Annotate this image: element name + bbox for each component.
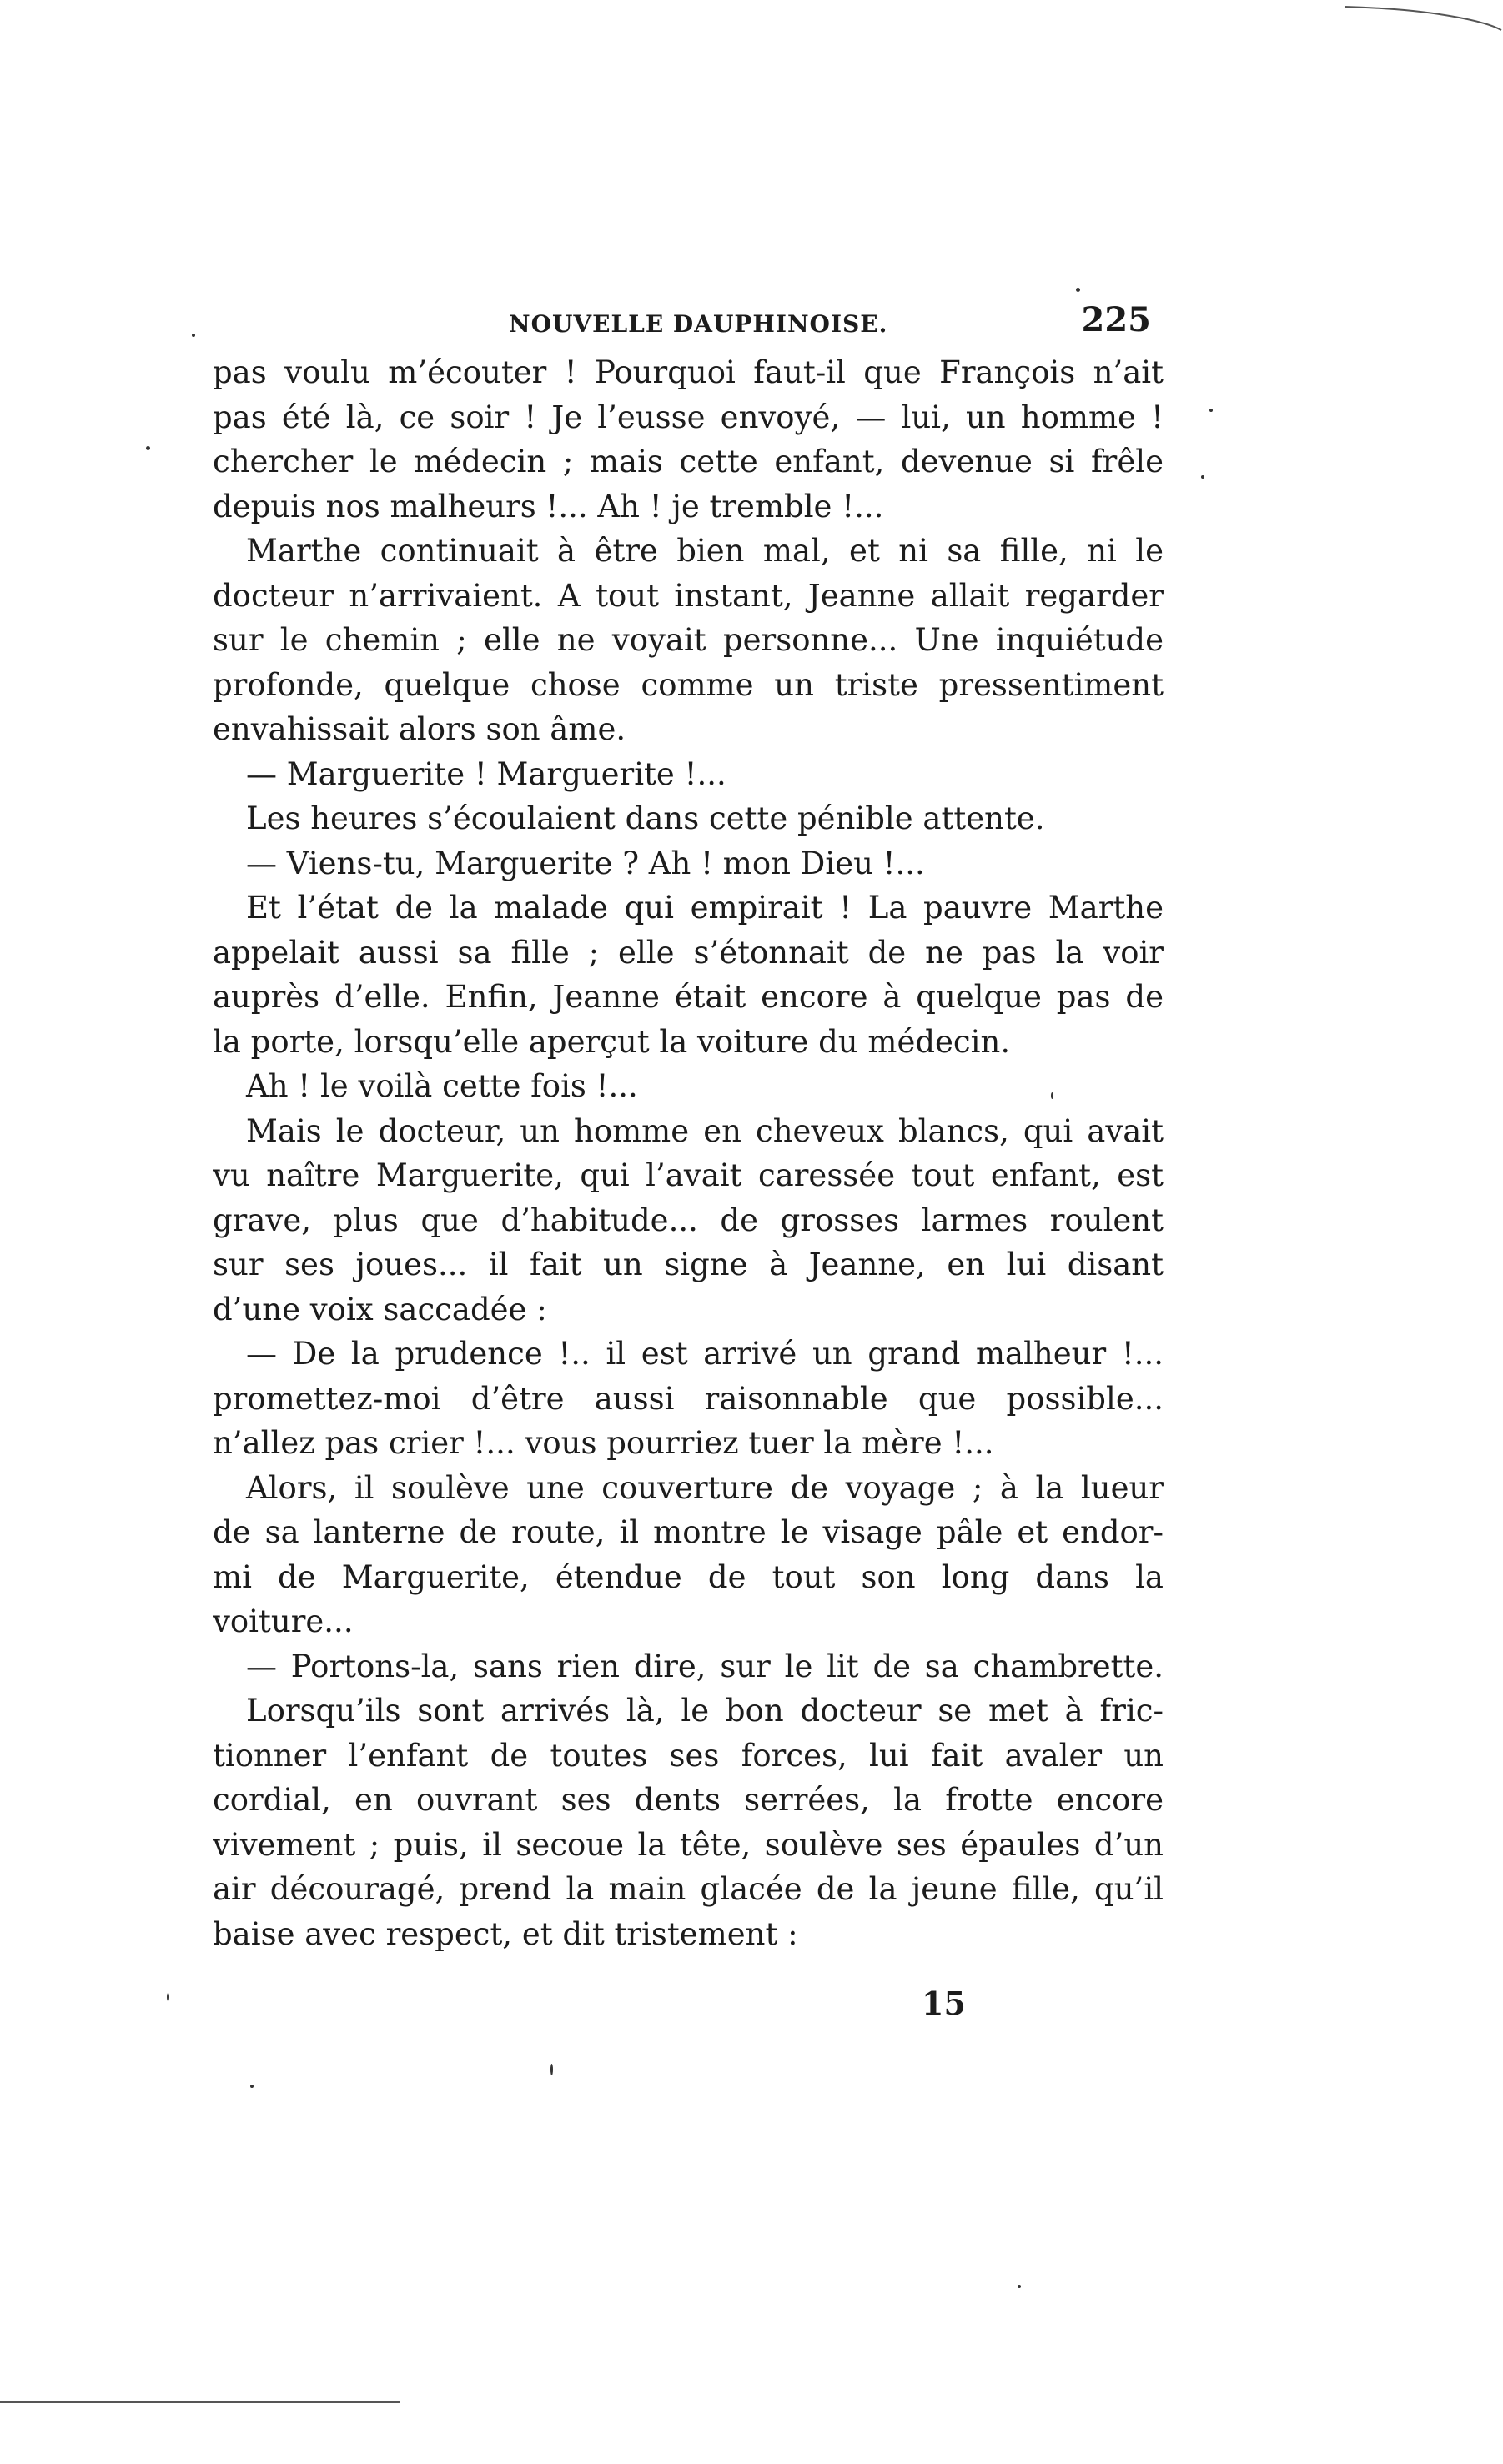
text-line: chercher le médecin ; mais cette enfant, devenue si frêle bbox=[213, 444, 1164, 479]
text-line: la porte, lorsqu’elle aperçut la voiture du médecin. bbox=[213, 1023, 1011, 1060]
text-line: pas été là, ce soir ! Je l’eusse envoyé, — lui, un homme ! bbox=[213, 399, 1164, 435]
text-line: mi de Marguerite, étendue de tout son long dans la bbox=[213, 1558, 1164, 1595]
text-line: Lorsqu’ils sont arrivés là, le bon docteur se met à fric- bbox=[246, 1693, 1164, 1729]
text-line: promettez-moi d’être aussi raisonnable que possible... bbox=[213, 1380, 1164, 1417]
text-line: Marthe continuait à être bien mal, et ni sa fille, ni le bbox=[246, 533, 1164, 569]
text-line: Et l’état de la malade qui empirait ! La pauvre Marthe bbox=[246, 890, 1164, 926]
speck bbox=[1076, 288, 1080, 292]
text-line: — Marguerite ! Marguerite !... bbox=[246, 755, 726, 792]
speck bbox=[146, 446, 150, 450]
text-line: Mais le docteur, un homme en cheveux blancs, qui avait bbox=[246, 1112, 1164, 1149]
speck bbox=[550, 2064, 553, 2075]
text-line: profonde, quelque chose comme un triste pressentiment bbox=[213, 666, 1164, 703]
text-line: — Viens-tu, Marguerite ? Ah ! mon Dieu !... bbox=[246, 845, 925, 881]
text-line: appelait aussi sa fille ; elle s’étonnait de ne pas la voir bbox=[213, 934, 1164, 971]
text-line: air découragé, prend la main glacée de la jeune fille, qu’il bbox=[213, 1871, 1164, 1907]
speck bbox=[250, 2085, 254, 2088]
text-line: depuis nos malheurs !... Ah ! je tremble !... bbox=[213, 488, 884, 524]
text-line: pas voulu m’écouter ! Pourquoi faut-il que François n’ait bbox=[213, 354, 1164, 390]
body-text bbox=[213, 350, 1164, 1956]
text-line: vu naître Marguerite, qui l’avait caressée tout enfant, est bbox=[213, 1157, 1164, 1193]
speck bbox=[1018, 2285, 1021, 2288]
text-line: Alors, il soulève une couverture de voyage ; à la lueur bbox=[246, 1469, 1164, 1506]
text-line: Les heures s’écoulaient dans cette pénible attente. bbox=[246, 800, 1045, 836]
speck bbox=[1051, 1092, 1053, 1099]
text-line: tionner l’enfant de toutes ses forces, lui fait avaler un bbox=[213, 1737, 1164, 1774]
text-line: envahissait alors son âme. bbox=[213, 711, 626, 747]
text-line: — Portons-la, sans rien dire, sur le lit de sa chambrette. bbox=[246, 1648, 1164, 1684]
text-line: baise avec respect, et dit tristement : bbox=[213, 1915, 798, 1952]
text-line: d’une voix saccadée : bbox=[213, 1291, 547, 1327]
speck bbox=[192, 334, 195, 337]
running-title: NOUVELLE DAUPHINOISE. bbox=[509, 310, 888, 338]
text-line: sur ses joues... il fait un signe à Jeanne, en lui disant bbox=[213, 1247, 1164, 1282]
scan-artifact bbox=[1336, 0, 1503, 33]
speck bbox=[167, 1993, 169, 2001]
running-header bbox=[500, 300, 1151, 342]
text-line: de sa lanterne de route, il montre le visage pâle et endor- bbox=[213, 1514, 1164, 1550]
text-line: auprès d’elle. Enfin, Jeanne était encore à quelque pas de bbox=[213, 979, 1164, 1015]
scan-edge-line bbox=[0, 2401, 400, 2403]
text-line: n’allez pas crier !... vous pourriez tuer la mère !... bbox=[213, 1425, 994, 1461]
signature-mark: 15 bbox=[922, 1985, 966, 2022]
text-line: sur le chemin ; elle ne voyait personne... Une inquiétude bbox=[213, 622, 1164, 658]
speck bbox=[1209, 409, 1213, 412]
text-line: voiture... bbox=[213, 1603, 354, 1639]
text-line: grave, plus que d’habitude... de grosses larmes roulent bbox=[213, 1202, 1164, 1238]
page-number: 225 bbox=[1081, 300, 1151, 339]
text-line: Ah ! le voilà cette fois !... bbox=[246, 1068, 638, 1104]
text-line: vivement ; puis, il secoue la tête, soulève ses épaules d’un bbox=[213, 1826, 1164, 1863]
text-line: cordial, en ouvrant ses dents serrées, la frotte encore bbox=[213, 1782, 1164, 1818]
text-line: — De la prudence !.. il est arrivé un grand malheur !... bbox=[246, 1336, 1164, 1372]
text-line: docteur n’arrivaient. A tout instant, Jeanne allait regarder bbox=[213, 577, 1164, 614]
speck bbox=[1201, 475, 1204, 479]
